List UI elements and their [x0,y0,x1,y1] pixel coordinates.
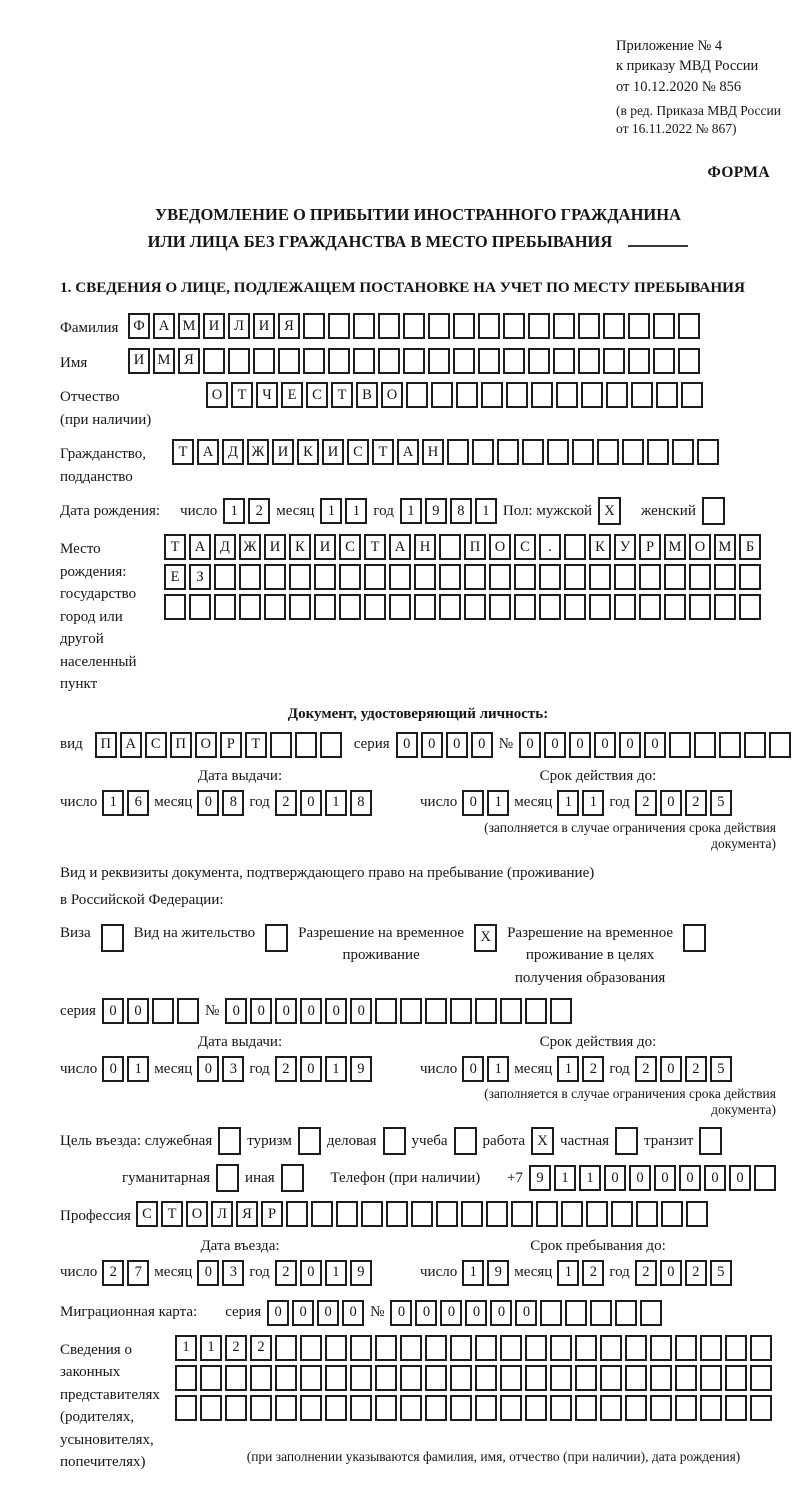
migration-number-input[interactable]: 0 0 0 0 0 0 [390,1300,662,1326]
sex-male-label: Пол: мужской [502,502,593,519]
purpose-study-checkbox[interactable] [454,1127,477,1155]
surname-row [60,313,776,340]
birth-place-line1-input[interactable]: Т А Д Ж И К И С Т А Н П О С . К У Р М О М Б [164,534,761,560]
birth-place-line2-input[interactable]: Е З [164,564,761,590]
doc-valid-month-input[interactable]: 1 1 [557,790,604,816]
form-label: ФОРМА [707,164,770,182]
identity-doc-row [60,732,776,758]
citizenship-row [60,439,776,488]
revision-line: от 16.11.2022 № 867) [616,121,737,137]
phone-prefix: +7 [507,1169,523,1186]
purpose-lead-label: Цель въезда: служебная [60,1132,213,1149]
name-label: Имя [60,354,88,371]
legal-rep-line1-input[interactable]: 1 1 2 2 [175,1335,772,1361]
permit-issue-day-input[interactable]: 0 1 [102,1056,149,1082]
sex-female-label: женский [641,502,696,519]
purpose-tourism-checkbox[interactable] [298,1127,321,1155]
day-label: число [420,1264,458,1281]
surname-input[interactable]: Ф А М И Л И Я [128,313,700,339]
work-label: работа [482,1132,526,1149]
day-label: число [180,502,218,519]
permit-number-input[interactable]: 0 0 0 0 0 0 [225,998,572,1024]
migration-series-label: серия [225,1304,262,1321]
purpose-humanitarian-checkbox[interactable] [216,1164,239,1192]
visa-checkbox[interactable] [101,924,124,952]
purpose-business-checkbox[interactable] [383,1127,406,1155]
profession-label: Профессия [60,1208,131,1225]
month-label: месяц [154,794,193,811]
entry-date-heading: Дата въезда: [200,1237,280,1254]
citizenship-input[interactable]: Т А Д Ж И К И С Т А Н [172,439,719,465]
year-label: год [373,502,394,519]
legal-representatives-inputs [175,1335,772,1465]
sex-male-checkbox[interactable]: X [598,497,621,525]
year-label: год [249,794,270,811]
legal-rep-note: (при заполнении указываются фамилия, имя, отчество (при наличии), дата рождения) [246,1448,741,1464]
surname-label: Фамилия [60,320,119,337]
purpose-private-checkbox[interactable] [615,1127,638,1155]
permit-series-input[interactable]: 0 0 [102,998,199,1024]
page-title [60,202,776,255]
business-label: деловая [326,1132,377,1149]
year-label: год [609,794,630,811]
purpose-row-1 [60,1127,776,1155]
doc-number-sign: № [498,736,513,753]
stay-month-input[interactable]: 1 2 [557,1260,604,1286]
entry-month-input[interactable]: 0 3 [197,1260,244,1286]
doc-valid-day-input[interactable]: 0 1 [462,790,509,816]
validity-note: (заполняется в случае ограничения срока действия документа) [484,1086,776,1118]
purpose-work-checkbox[interactable]: X [531,1127,554,1155]
migration-number-sign: № [370,1304,385,1321]
permit-valid-until-heading: Срок действия до: [539,1034,657,1051]
doc-valid-year-input[interactable]: 2 0 2 5 [635,790,732,816]
birth-date-label: Дата рождения: [60,502,161,519]
doc-number-input[interactable]: 0 0 0 0 0 0 [519,732,791,758]
year-label: год [609,1060,630,1077]
sex-female-checkbox[interactable] [702,497,725,525]
name-row [60,348,776,375]
entry-day-input[interactable]: 2 7 [102,1260,149,1286]
permit-issue-date-heading: Дата выдачи: [197,1034,283,1051]
appendix-line: к приказу МВД России [616,58,759,75]
stay-day-input[interactable]: 1 9 [462,1260,509,1286]
year-label: год [249,1060,270,1077]
phone-label: Телефон (при наличии) [330,1169,481,1186]
entry-year-input[interactable]: 2 0 1 9 [275,1260,372,1286]
residence-permit-label: Вид на жительство [133,924,256,941]
doc-kind-label: вид [60,736,83,753]
doc-kind-input[interactable]: П А С П О Р Т [95,732,342,758]
month-label: месяц [154,1264,193,1281]
permit-issue-month-input[interactable]: 0 3 [197,1056,244,1082]
residence-permit-option [134,922,288,952]
permit-series-label: серия [60,1002,96,1019]
month-label: месяц [276,502,315,519]
birth-place-row [60,534,776,696]
temp-residence-label: Разрешение на временное проживание [298,924,465,964]
residence-doc-paragraph: Вид и реквизиты документа, подтверждающего право на пребывание (проживание) в Российской Федерации: [60,864,595,908]
temp-residence-checkbox[interactable]: X [474,924,497,952]
doc-issue-month-input[interactable]: 0 8 [197,790,244,816]
doc-dates-block [60,768,776,852]
form-number-blank [628,243,688,247]
tourism-label: туризм [247,1132,292,1149]
visa-option [60,922,124,952]
year-label: год [609,1264,630,1281]
purpose-other-checkbox[interactable] [281,1164,304,1192]
appendix-line: от 10.12.2020 № 856 [616,78,742,95]
day-label: число [420,1060,458,1077]
day-label: число [60,1060,98,1077]
legal-rep-line2-input[interactable] [175,1365,772,1391]
permit-series-row [60,998,776,1024]
stay-year-input[interactable]: 2 0 2 5 [635,1260,732,1286]
purpose-transit-checkbox[interactable] [699,1127,722,1155]
birth-place-line3-input[interactable] [164,594,761,620]
temp-residence-option [298,922,497,967]
transit-label: транзит [644,1132,694,1149]
temp-residence-edu-option [507,922,706,990]
profession-row [60,1201,776,1228]
patronymic-row [60,382,776,431]
appendix-block [616,36,800,138]
legal-representatives-row [60,1335,776,1474]
birth-month-input[interactable]: 1 1 [320,498,367,524]
migration-card-label: Миграционная карта: [60,1304,198,1321]
doc-series-input[interactable]: 0 0 0 0 [396,732,493,758]
other-label: иная [245,1169,275,1186]
month-label: месяц [514,1060,553,1077]
section1-heading: 1. СВЕДЕНИЯ О ЛИЦЕ, ПОДЛЕЖАЩЕМ ПОСТАНОВКЕ НА УЧЕТ ПО МЕСТУ ПРЕБЫВАНИЯ [60,279,745,297]
month-label: месяц [514,1264,553,1281]
legal-representatives-label: Сведения о законных представителях (родителях, усыновителях, попечителях) [60,1341,160,1471]
patronymic-label: Отчество (при наличии) [60,389,152,428]
appendix-line: Приложение № 4 [616,38,723,54]
identity-doc-heading: Документ, удостоверяющий личность: [287,705,549,722]
title-line-1: УВЕДОМЛЕНИЕ О ПРИБЫТИИ ИНОСТРАННОГО ГРАЖДАНИНА [154,205,682,225]
month-label: месяц [154,1060,193,1077]
permit-dates-block [60,1034,776,1118]
doc-issue-day-input[interactable]: 1 6 [102,790,149,816]
validity-note: (заполняется в случае ограничения срока действия документа) [484,819,776,851]
residence-permit-checkbox[interactable] [265,924,288,952]
permit-valid-month-input[interactable]: 1 2 [557,1056,604,1082]
study-label: учеба [411,1132,448,1149]
month-label: месяц [514,794,553,811]
purpose-official-checkbox[interactable] [218,1127,241,1155]
doc-valid-until-heading: Срок действия до: [539,767,657,784]
migration-card-row [60,1300,776,1326]
permit-number-sign: № [204,1002,220,1019]
legal-rep-line3-input[interactable] [175,1395,772,1421]
stay-until-heading: Срок пребывания до: [530,1237,666,1254]
birth-day-input[interactable]: 1 2 [223,498,270,524]
doc-issue-year-input[interactable]: 2 0 1 8 [275,790,372,816]
private-label: частная [560,1132,610,1149]
migration-series-input[interactable]: 0 0 0 0 [267,1300,364,1326]
day-label: число [60,794,98,811]
phone-input[interactable]: 9 1 1 0 0 0 0 0 0 [529,1165,776,1191]
permit-type-row [60,922,776,990]
year-label: год [249,1264,270,1281]
temp-residence-edu-label: Разрешение на временное проживание в целях получения образования [507,924,674,986]
name-input[interactable]: И М Я [128,348,700,374]
profession-input[interactable]: С Т О Л Я Р [136,1201,708,1227]
title-line-2: ИЛИ ЛИЦА БЕЗ ГРАЖДАНСТВА В МЕСТО ПРЕБЫВАНИЯ [60,229,776,255]
permit-issue-year-input[interactable]: 2 0 1 9 [275,1056,372,1082]
doc-issue-date-heading: Дата выдачи: [197,767,283,784]
revision-line: (в ред. Приказа МВД России [616,102,781,118]
day-label: число [420,794,458,811]
entry-dates-block [60,1238,776,1286]
permit-valid-day-input[interactable]: 0 1 [462,1056,509,1082]
birth-place-inputs [164,534,761,624]
doc-series-label: серия [353,736,390,753]
humanitarian-label: гуманитарная [122,1169,211,1186]
citizenship-label: Гражданство, подданство [60,446,147,485]
patronymic-input[interactable]: О Т Ч Е С Т В О [206,382,703,408]
birth-year-input[interactable]: 1 9 8 1 [400,498,497,524]
birth-place-label: Место рождения: государство город или другой населенный пункт [60,541,137,693]
visa-label: Виза [60,924,91,941]
day-label: число [60,1264,98,1281]
temp-residence-edu-checkbox[interactable] [683,924,706,952]
birth-date-row [60,497,776,525]
permit-valid-year-input[interactable]: 2 0 2 5 [635,1056,732,1082]
purpose-row-2 [122,1164,776,1192]
